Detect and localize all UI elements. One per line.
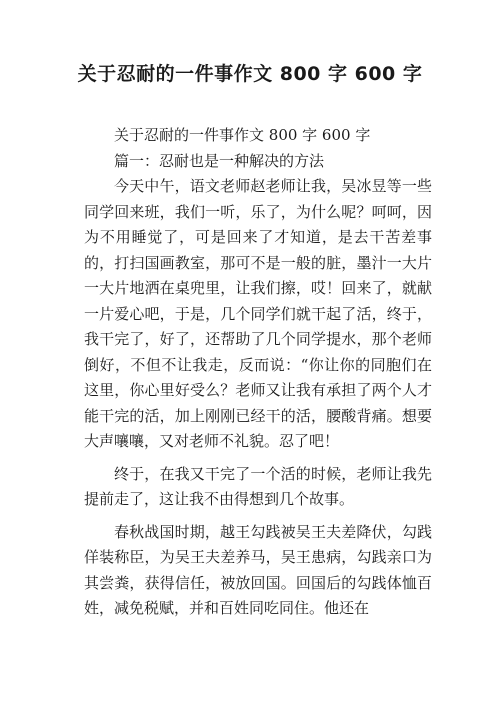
- paragraph-story-1: 今天中午，语文老师赵老师让我，吴冰昱等一些同学回来班，我们一听，乐了，为什么呢？呵呵，因为不用睡觉了，可是回来了才知道，是去干苦差事的，打扫国画教室，那可不是一般的脏，墨汁一大片一大片地洒在桌兜里，让我们擦，哎！回来了，就献一片爱心吧，于是，几个同学们就干起了活，终于，我干完了，好了，还帮助了几个同学提水，那个老师倒好，不但不让我走，反而说：“你让你的同胞们在这里，你心里好受么？老师又让我有承担了两个人才能干完的活，加上刚刚已经干的活，腰酸背痛。想要大声嚷嚷，又对老师不礼貌。忍了吧！: [84, 177, 432, 450]
- document-body: [84, 123, 432, 622]
- document-title: 关于忍耐的一件事作文 800 字 600 字: [77, 63, 423, 85]
- paragraph-section-heading: 篇一：忍耐也是一种解决的方法: [114, 151, 325, 170]
- paragraph-subtitle: 关于忍耐的一件事作文 800 字 600 字: [114, 126, 371, 144]
- paragraph-story-2: 终于，在我又干完了一个活的时候，老师让我先提前走了，这让我不由得想到几个故事。: [84, 464, 432, 508]
- paragraph-story-3: 春秋战国时期，越王勾践被吴王夫差降伏，勾践佯装称臣，为吴王夫差养马，吴王患病，勾践亲口为其尝粪，获得信任，被放回国。回国后的勾践体恤百姓，减免税赋，并和百姓同吃同住。他还在: [84, 522, 432, 617]
